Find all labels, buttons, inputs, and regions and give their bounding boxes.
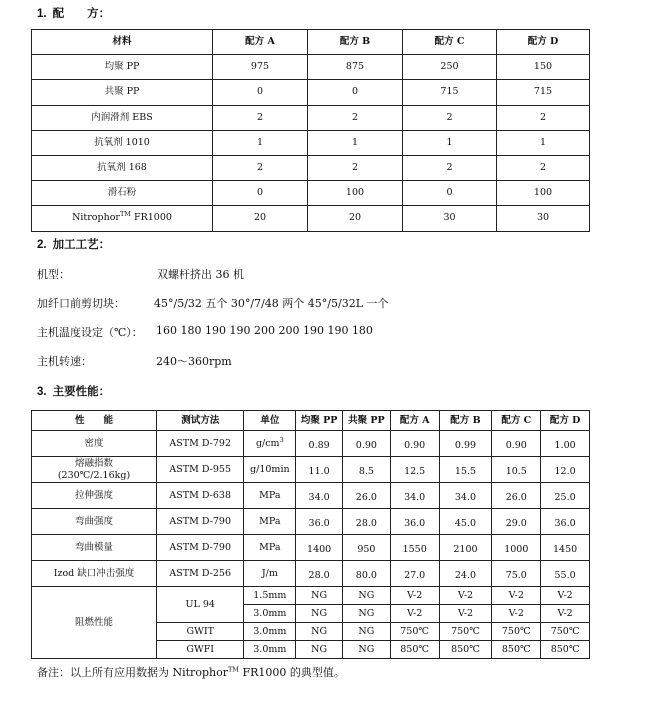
- material-name: 均聚 PP: [32, 55, 213, 80]
- value-cell: V-2: [492, 605, 541, 623]
- value-cell: 715: [497, 80, 590, 105]
- section-2-title: 加工工艺：: [52, 237, 111, 251]
- value-cell: V-2: [439, 605, 492, 623]
- header-formula-d: 配方 D: [497, 30, 590, 55]
- header-formula-a: 配方 A: [390, 411, 439, 431]
- value-cell: [390, 483, 439, 509]
- value-cell: [390, 431, 439, 457]
- value-cell: [343, 509, 391, 535]
- value-cell: 20: [308, 206, 403, 231]
- value-text: 950: [357, 544, 376, 555]
- table-row: [32, 55, 590, 80]
- value-cell: NG: [343, 641, 391, 659]
- value-cell: 750℃: [439, 623, 492, 641]
- table-row: [32, 431, 590, 457]
- value-cell: [541, 483, 590, 509]
- value-cell: [390, 535, 439, 561]
- value-cell: [390, 509, 439, 535]
- footnote-suffix: FR1000 的典型值。: [238, 666, 345, 679]
- value-cell: [541, 431, 590, 457]
- value-cell: 30: [497, 206, 590, 231]
- property-name: 弯曲模量: [32, 535, 157, 561]
- table-row: [32, 105, 590, 130]
- value-cell: 100: [497, 181, 590, 206]
- test-method: ASTM D-790: [157, 535, 244, 561]
- value-cell: 1: [403, 130, 497, 155]
- value-text: 26.0: [505, 492, 527, 503]
- test-method: ASTM D-955: [157, 457, 244, 483]
- value-text: 75.0: [505, 570, 527, 581]
- value-text: 10.5: [505, 466, 527, 477]
- value-cell: 750℃: [541, 623, 590, 641]
- value-text: 34.0: [454, 492, 477, 503]
- process-row: [37, 266, 244, 282]
- value-cell: 715: [403, 80, 497, 105]
- value-cell: [541, 535, 590, 561]
- value-cell: [439, 561, 492, 587]
- section-1-title: 配 方：: [52, 6, 111, 20]
- value-cell: V-2: [390, 587, 439, 605]
- value-text: 8.5: [358, 466, 374, 477]
- process-label: 主机温度设定（℃）：: [37, 326, 143, 339]
- value-text: 27.0: [404, 570, 426, 581]
- material-name: 共聚 PP: [32, 80, 213, 105]
- value-cell: [390, 457, 439, 483]
- process-row: [37, 324, 373, 340]
- table-row: [32, 181, 590, 206]
- process-label: 机型：: [37, 268, 70, 281]
- table-row: [32, 155, 590, 180]
- value-cell: [492, 431, 541, 457]
- table-row: [32, 587, 590, 605]
- material-name: 内润滑剂 EBS: [32, 105, 213, 130]
- header-formula-c: 配方 C: [492, 411, 541, 431]
- value-text: 28.0: [308, 570, 330, 581]
- process-row: [37, 353, 232, 369]
- process-row: [37, 295, 389, 311]
- value-text: 11.0: [308, 466, 330, 477]
- value-cell: [439, 509, 492, 535]
- value-cell: 1: [497, 130, 590, 155]
- section-3-title: 主要性能：: [52, 384, 111, 398]
- header-formula-a: 配方 A: [213, 30, 308, 55]
- value-cell: 2: [497, 155, 590, 180]
- test-method: GWFI: [157, 641, 244, 659]
- value-text: 0.89: [308, 440, 330, 451]
- process-value: 双螺杆挤出 36 机: [157, 268, 244, 281]
- value-text: 80.0: [355, 570, 377, 581]
- value-cell: 0: [213, 181, 308, 206]
- value-cell: [390, 561, 439, 587]
- value-text: 2100: [453, 544, 478, 555]
- value-cell: 850℃: [390, 641, 439, 659]
- unit: 3.0mm: [244, 605, 296, 623]
- header-formula-b: 配方 B: [308, 30, 403, 55]
- value-text: 1.00: [554, 440, 576, 451]
- value-cell: 30: [403, 206, 497, 231]
- value-cell: [343, 561, 391, 587]
- process-label: 主机转速：: [37, 355, 92, 368]
- header-test-method: 测试方法: [157, 411, 244, 431]
- value-cell: 20: [213, 206, 308, 231]
- value-cell: [343, 535, 391, 561]
- value-text: 26.0: [355, 492, 377, 503]
- value-text: 45.0: [454, 518, 477, 529]
- test-method: ASTM D-792: [157, 431, 244, 457]
- value-cell: [541, 561, 590, 587]
- footnote-prefix: 备注：以上所有应用数据为 Nitrophor: [37, 666, 228, 679]
- value-cell: NG: [343, 587, 391, 605]
- value-cell: [439, 431, 492, 457]
- header-property: 性 能: [32, 411, 157, 431]
- footnote: [37, 664, 345, 680]
- value-cell: NG: [343, 605, 391, 623]
- formulation-header-row: [32, 30, 590, 55]
- table-row: [32, 130, 590, 155]
- unit: g/10min: [244, 457, 296, 483]
- property-name-line1: 熔融指数: [75, 457, 114, 469]
- unit: 3.0mm: [244, 641, 296, 659]
- process-value: 45°/5/32 五个 30°/7/48 两个 45°/5/32L 一个: [154, 297, 389, 310]
- value-text: 12.0: [554, 466, 576, 477]
- value-cell: V-2: [439, 587, 492, 605]
- value-text: 28.0: [355, 518, 377, 529]
- table-row: [32, 206, 590, 231]
- value-cell: V-2: [492, 587, 541, 605]
- test-method: UL 94: [157, 587, 244, 623]
- table-row: [32, 457, 590, 483]
- material-name: 滑石粉: [32, 181, 213, 206]
- table-row: [32, 483, 590, 509]
- unit: J/m: [244, 561, 296, 587]
- value-cell: [296, 483, 343, 509]
- property-name: Izod 缺口冲击强度: [32, 561, 157, 587]
- value-cell: 850℃: [541, 641, 590, 659]
- value-cell: 1: [213, 130, 308, 155]
- value-cell: [492, 457, 541, 483]
- value-text: 34.0: [308, 492, 330, 503]
- property-name: 弯曲强度: [32, 509, 157, 535]
- value-cell: NG: [296, 587, 343, 605]
- value-cell: 875: [308, 55, 403, 80]
- property-name: 密度: [32, 431, 157, 457]
- section-1-number: 1.: [37, 8, 47, 20]
- property-name: 拉伸强度: [32, 483, 157, 509]
- material-name-tail: FR1000: [130, 212, 172, 224]
- value-cell: [492, 509, 541, 535]
- header-formula-b: 配方 B: [439, 411, 492, 431]
- value-text: 15.5: [454, 466, 477, 477]
- material-name: [32, 206, 213, 231]
- value-cell: NG: [296, 641, 343, 659]
- material-name: 抗氧剂 168: [32, 155, 213, 180]
- unit: 3.0mm: [244, 623, 296, 641]
- value-cell: 2: [213, 105, 308, 130]
- value-text: 24.0: [454, 570, 477, 581]
- value-text: 1550: [402, 544, 427, 555]
- section-2-number: 2.: [37, 239, 47, 251]
- properties-header-row: [32, 411, 590, 431]
- flame-property-name: 阻燃性能: [32, 587, 157, 659]
- value-cell: [296, 535, 343, 561]
- value-cell: 850℃: [439, 641, 492, 659]
- value-cell: NG: [296, 605, 343, 623]
- value-cell: 250: [403, 55, 497, 80]
- test-method: GWIT: [157, 623, 244, 641]
- unit: MPa: [244, 535, 296, 561]
- value-cell: [343, 431, 391, 457]
- value-cell: V-2: [541, 605, 590, 623]
- test-method: ASTM D-638: [157, 483, 244, 509]
- value-cell: 850℃: [492, 641, 541, 659]
- process-value: 160 180 190 190 200 200 190 190 180: [156, 324, 373, 337]
- value-text: 34.0: [404, 492, 426, 503]
- value-cell: [343, 483, 391, 509]
- unit: MPa: [244, 509, 296, 535]
- value-text: 36.0: [404, 518, 426, 529]
- value-text: 25.0: [554, 492, 576, 503]
- value-text: 1450: [552, 544, 578, 555]
- table-row: [32, 509, 590, 535]
- value-cell: [343, 457, 391, 483]
- value-cell: NG: [343, 623, 391, 641]
- value-text: 12.5: [404, 466, 426, 477]
- table-row: [32, 535, 590, 561]
- trademark-sup: TM: [227, 665, 239, 674]
- trademark-sup: TM: [119, 210, 131, 219]
- value-cell: 2: [308, 105, 403, 130]
- unit-main: g/cm: [255, 437, 280, 449]
- value-cell: [439, 457, 492, 483]
- properties-table: [31, 410, 590, 659]
- value-text: 0.90: [404, 440, 426, 451]
- value-cell: [439, 483, 492, 509]
- value-cell: 0: [403, 181, 497, 206]
- value-cell: V-2: [541, 587, 590, 605]
- header-formula-d: 配方 D: [541, 411, 590, 431]
- header-material: 材料: [32, 30, 213, 55]
- formulation-table: [31, 29, 590, 232]
- material-name: 抗氧剂 1010: [32, 130, 213, 155]
- value-text: 36.0: [554, 518, 576, 529]
- property-name: [32, 457, 157, 483]
- value-cell: NG: [296, 623, 343, 641]
- value-text: 0.90: [355, 440, 377, 451]
- value-cell: 750℃: [390, 623, 439, 641]
- header-homo-pp: 均聚 PP: [296, 411, 343, 431]
- section-3-heading: [37, 383, 110, 399]
- value-text: 55.0: [554, 570, 576, 581]
- value-text: 36.0: [308, 518, 330, 529]
- unit-sup: 3: [279, 435, 284, 444]
- header-unit: 单位: [244, 411, 296, 431]
- value-text: 1000: [504, 544, 529, 555]
- value-cell: V-2: [390, 605, 439, 623]
- section-3-number: 3.: [37, 386, 47, 398]
- value-cell: [492, 535, 541, 561]
- value-text: 0.99: [454, 440, 477, 451]
- test-method: ASTM D-790: [157, 509, 244, 535]
- value-cell: [541, 457, 590, 483]
- process-label: 加纤口前剪切块：: [37, 297, 125, 310]
- value-cell: 750℃: [492, 623, 541, 641]
- value-cell: 100: [308, 181, 403, 206]
- value-cell: [296, 509, 343, 535]
- material-name-main: Nitrophor: [72, 212, 120, 224]
- header-co-pp: 共聚 PP: [343, 411, 391, 431]
- value-cell: [492, 561, 541, 587]
- value-cell: 1: [308, 130, 403, 155]
- section-2-heading: [37, 236, 110, 252]
- property-name-line2: (230℃/2.16kg): [57, 469, 131, 481]
- value-cell: [439, 535, 492, 561]
- table-row: [32, 561, 590, 587]
- value-cell: 2: [403, 155, 497, 180]
- value-cell: 2: [213, 155, 308, 180]
- value-text: 29.0: [505, 518, 527, 529]
- value-cell: [296, 457, 343, 483]
- value-cell: [296, 431, 343, 457]
- value-cell: [296, 561, 343, 587]
- header-formula-c: 配方 C: [403, 30, 497, 55]
- value-cell: 2: [308, 155, 403, 180]
- value-cell: 150: [497, 55, 590, 80]
- value-cell: 0: [308, 80, 403, 105]
- unit: [244, 431, 296, 457]
- test-method: ASTM D-256: [157, 561, 244, 587]
- table-row: [32, 80, 590, 105]
- value-text: 0.90: [505, 440, 527, 451]
- value-text: 1400: [307, 544, 332, 555]
- value-cell: 2: [403, 105, 497, 130]
- value-cell: 975: [213, 55, 308, 80]
- process-value: 240～360rpm: [156, 355, 232, 368]
- value-cell: 0: [213, 80, 308, 105]
- unit: MPa: [244, 483, 296, 509]
- value-cell: [541, 509, 590, 535]
- unit: 1.5mm: [244, 587, 296, 605]
- value-cell: [492, 483, 541, 509]
- section-1-heading: [37, 5, 110, 21]
- value-cell: 2: [497, 105, 590, 130]
